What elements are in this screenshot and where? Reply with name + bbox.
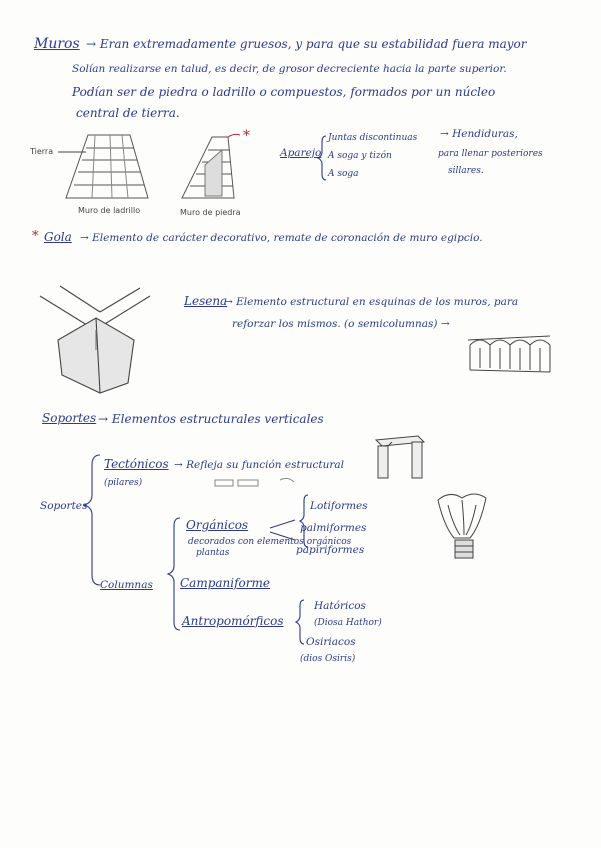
tierra-label: Tierra <box>30 147 54 156</box>
organicos-note-1: decorados con elementos orgánicos <box>188 537 352 547</box>
antropomorficos-label: Antropomórficos <box>182 614 284 628</box>
tectonicos-text: → Refleja su función estructural <box>174 459 344 471</box>
aparejo-note-2: para llenar posteriores <box>438 149 543 159</box>
lesena-corner-sketch <box>40 286 150 393</box>
hatoricos-note: (Diosa Hathor) <box>314 618 382 628</box>
gola-text: → Elemento de carácter decorativo, remate de coronación de muro egipcio. <box>80 232 483 244</box>
lesena-title: Lesena <box>184 294 228 308</box>
muros-title: Muros <box>34 36 80 52</box>
stone-wall-sketch <box>182 134 240 198</box>
osiriacos-note: (dios Osiris) <box>300 654 356 664</box>
organicos-label: Orgánicos <box>186 518 249 532</box>
aparejo-item-1: Juntas discontinuas <box>328 133 418 143</box>
muros-line-3: Podían ser de piedra o ladrillo o compuestos, formados por un núcleo <box>72 85 496 99</box>
brick-wall-sketch <box>58 135 148 198</box>
pilares-label: (pilares) <box>104 478 143 488</box>
muros-line-4: central de tierra. <box>76 106 180 120</box>
gola-cornice-sketch <box>468 336 550 372</box>
brick-wall-label: Muro de ladrillo <box>78 206 141 215</box>
aparejo-item-3: A soga <box>328 169 359 179</box>
organicos-item-lotiformes: Lotiformes <box>310 500 368 512</box>
gola-asterisk-sketch: * <box>243 128 250 144</box>
aparejo-note-3: sillares. <box>448 166 484 176</box>
organicos-item-palmiformes: palmiformes <box>300 522 367 534</box>
organicos-note-2: plantas <box>196 548 230 558</box>
osiriacos-label: Osiriacos <box>306 636 356 648</box>
aparejo-title: Aparejo <box>280 147 322 159</box>
aparejo-note-1: → Hendiduras, <box>440 128 518 140</box>
hatoricos-label: Hatóricos <box>314 600 366 612</box>
tectonicos-label: Tectónicos <box>104 457 169 471</box>
capital-sketch <box>438 494 486 558</box>
stone-wall-label: Muro de piedra <box>180 208 241 217</box>
columnas-label: Columnas <box>100 579 153 591</box>
aparejo-item-2: A soga y tizón <box>328 151 392 161</box>
lesena-line-2: reforzar los mismos. (o semicolumnas) → <box>232 318 450 330</box>
gola-title: Gola <box>44 230 72 244</box>
organicos-item-papiriformes: papiriformes <box>296 544 365 556</box>
small-pencil-marks <box>215 478 294 486</box>
muros-line-2: Solían realizarse en talud, es decir, de grosor decreciente hacia la parte superior. <box>72 63 507 75</box>
muros-line-1: → Eran extremadamente gruesos, y para que su estabilidad fuera mayor <box>86 37 527 51</box>
lesena-line-1: → Elemento estructural en esquinas de los muros, para <box>224 296 519 308</box>
soportes-side-label: Soportes <box>40 500 88 512</box>
gola-star: * <box>32 229 39 244</box>
campaniforme-label: Campaniforme <box>180 576 270 590</box>
soportes-text: → Elementos estructurales verticales <box>98 412 324 426</box>
pillar-sketch <box>376 436 424 478</box>
soportes-title: Soportes <box>42 411 97 425</box>
